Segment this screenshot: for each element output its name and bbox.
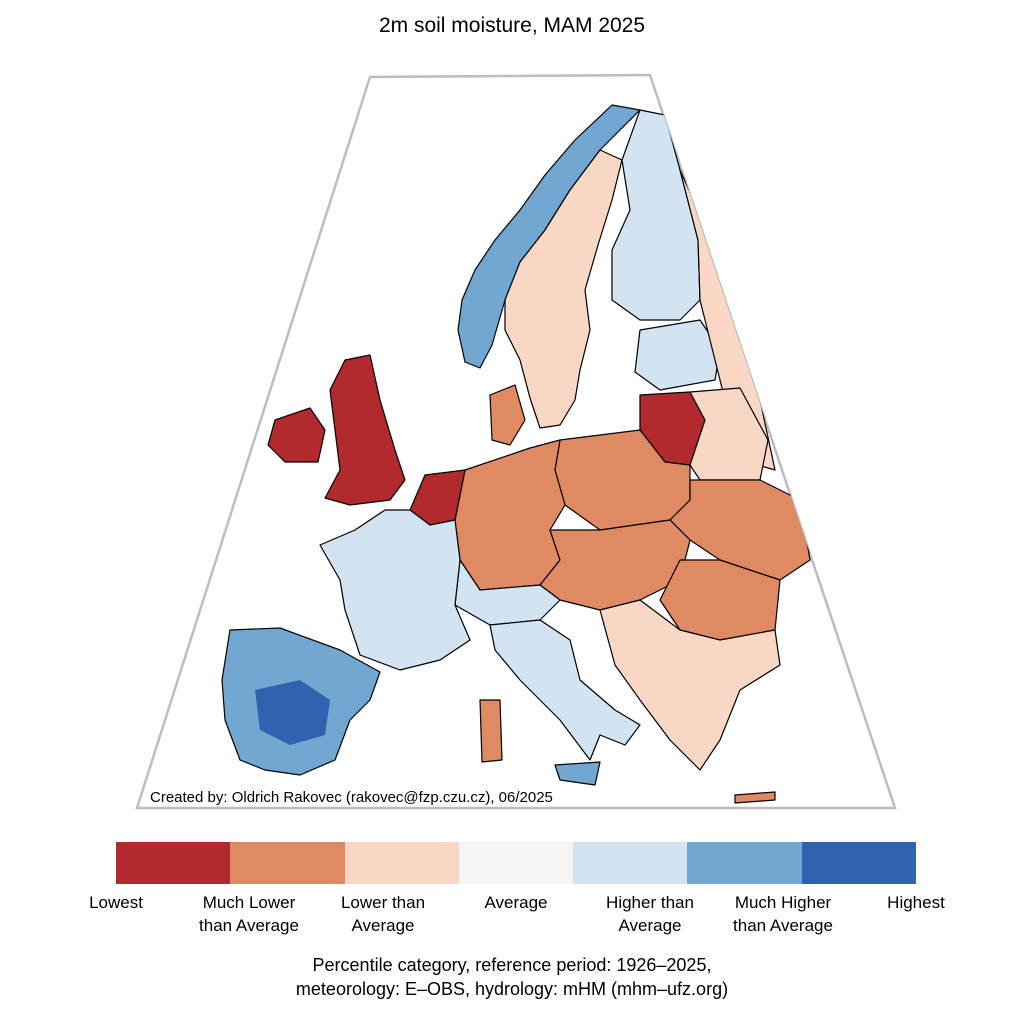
legend-label-line: Highest [887, 893, 945, 912]
legend-label-line: Lowest [89, 893, 143, 912]
caption-line-1: Percentile category, reference period: 1926–2025, [312, 955, 712, 975]
legend-label-much-lower [179, 891, 319, 937]
swatch-highest [802, 842, 916, 884]
legend-label-highest [846, 891, 986, 914]
credit-text: Created by: Oldrich Rakovec (rakovec@fzp.czu.cz), 06/2025 [150, 789, 553, 806]
legend-label-line: Lower than [340, 893, 426, 912]
legend-label-line: Average [484, 893, 548, 912]
legend-labels [50, 891, 984, 941]
map-title: 2m soil moisture, MAM 2025 [378, 14, 646, 37]
legend-label-much-higher [713, 891, 853, 937]
region-sardinia [480, 700, 502, 762]
legend-label-higher [580, 891, 720, 937]
swatch-lower [345, 842, 459, 884]
legend-label-line: Average [618, 916, 682, 935]
swatch-higher [573, 842, 687, 884]
caption [0, 953, 1024, 1001]
swatch-average [459, 842, 573, 884]
swatch-much-higher [687, 842, 801, 884]
caption-line-2: meteorology: E–OBS, hydrology: mHM (mhm–ufz.org) [295, 979, 729, 999]
colorbar [116, 842, 916, 884]
legend-label-line: Much Lower [202, 893, 296, 912]
legend-label-line: Higher than [606, 893, 694, 912]
legend-label-line: than Average [199, 916, 299, 935]
legend-label-line: Average [351, 916, 415, 935]
legend-label-line: Much Higher [734, 893, 832, 912]
legend-label-line: than Average [733, 916, 833, 935]
swatch-much-lower [230, 842, 344, 884]
swatch-lowest [116, 842, 230, 884]
legend-label-lower [313, 891, 453, 937]
legend-label-lowest [46, 891, 186, 914]
legend-label-average [446, 891, 586, 914]
